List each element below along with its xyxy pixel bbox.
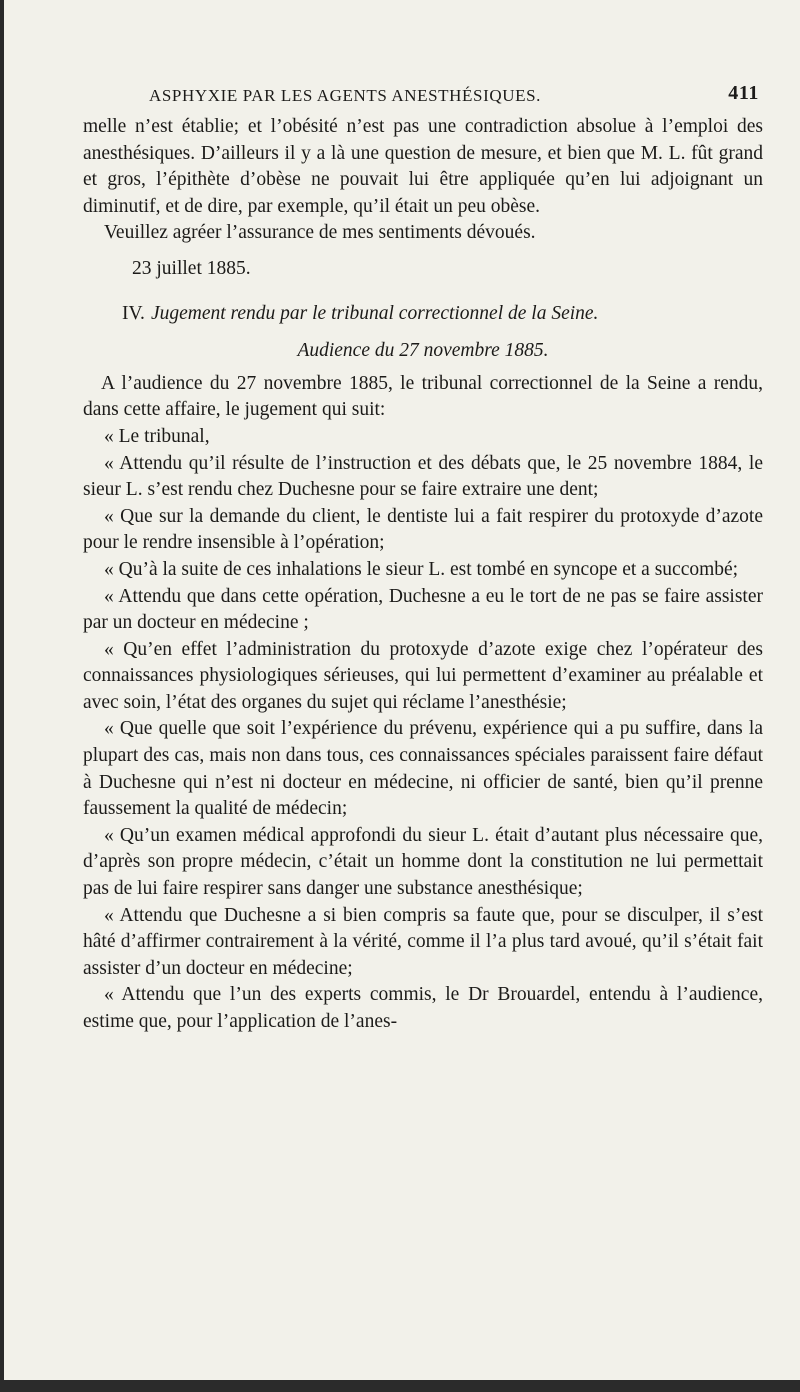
page-left-edge-shadow [0,0,4,1392]
section-title: Jugement rendu par le tribunal correctionnel de la Seine. [150,302,599,324]
letter-date: 23 juillet 1885. [132,257,251,279]
judgment-paragraph: « Attendu que Duchesne a si bien compris sa faute que, pour se disculper, il s’est hâté d’affirmer contrairement à la vérité, comme il l’a plus tard avoué, qu’il s’était fait assister d’un docteur en médecine; [83,904,763,979]
judgment-paragraph: « Attendu que l’un des experts commis, le Dr Brouardel, entendu à l’audience, estime que, pour l’application de l’anes- [83,984,763,1032]
judgment-paragraph: « Attendu qu’il résulte de l’instruction et des débats que, le 25 novembre 1884, le sieur L. s’est rendu chez Duchesne pour se faire extraire une dent; [83,452,763,501]
judgment-paragraph: « Qu’en effet l’administration du protoxyde d’azote exige chez l’opérateur des connaissances physiologiques sérieuses, qui lui permettent d’examiner au préalable et avec soin, l’état des organes du sujet qui réclame l’anesthésie; [83,638,763,713]
page-bottom-edge [0,1380,800,1392]
book-page [83,80,763,1036]
running-head-title: ASPHYXIE PAR LES AGENTS ANESTHÉSIQUES. [149,86,541,105]
judgment-paragraph: A l’audience du 27 novembre 1885, le tribunal correctionnel de la Seine a rendu, dans cette affaire, le jugement qui suit: [83,372,763,421]
letter-valediction: Veuillez agréer l’assurance de mes sentiments dévoués. [104,222,536,244]
judgment-paragraph: « Le tribunal, [104,425,210,447]
running-head [83,80,763,114]
judgment-paragraph: « Qu’à la suite de ces inhalations le sieur L. est tombé en syncope et a succombé; [104,558,739,580]
judgment-paragraph: « Attendu que dans cette opération, Duchesne a eu le tort de ne pas se faire assister par un docteur en médecine ; [83,585,763,634]
judgment-paragraph: « Que quelle que soit l’expérience du prévenu, expérience qui a pu suffire, dans la plupart des cas, mais non dans tous, ces connaissances spéciales paraissent faire défaut à Duchesne qui n’est ni docteur en médecine, ni officier de santé, bien qu’il prenne faussement la qualité de médecin; [83,718,763,820]
letter-opening-paragraph: melle n’est établie; et l’obésité n’est pas une contradiction absolue à l’emploi des anesthésiques. D’ailleurs il y a là une question de mesure, et bien que M. L. fût grand et gros, l’épithète d’obèse ne pouvait lui être appliquée qu’en lui adjoignant un diminutif, et de dire, par exemple, qu’il était un peu obèse. [83,116,763,217]
audience-subheading: Audience du 27 novembre 1885. [297,340,549,362]
judgment-paragraph: « Que sur la demande du client, le dentiste lui a fait respirer du protoxyde d’azote pour le rendre insensible à l’opération; [83,505,763,554]
section-number: IV. [122,302,145,324]
section-heading [83,301,763,328]
judgment-paragraph: « Qu’un examen médical approfondi du sieur L. était d’autant plus nécessaire que, d’après son propre médecin, c’était un homme dont la constitution ne lui permettait pas de lui faire respirer sans danger une substance anesthésique; [83,824,763,900]
body-text [83,114,763,1036]
page-number: 411 [728,82,759,104]
